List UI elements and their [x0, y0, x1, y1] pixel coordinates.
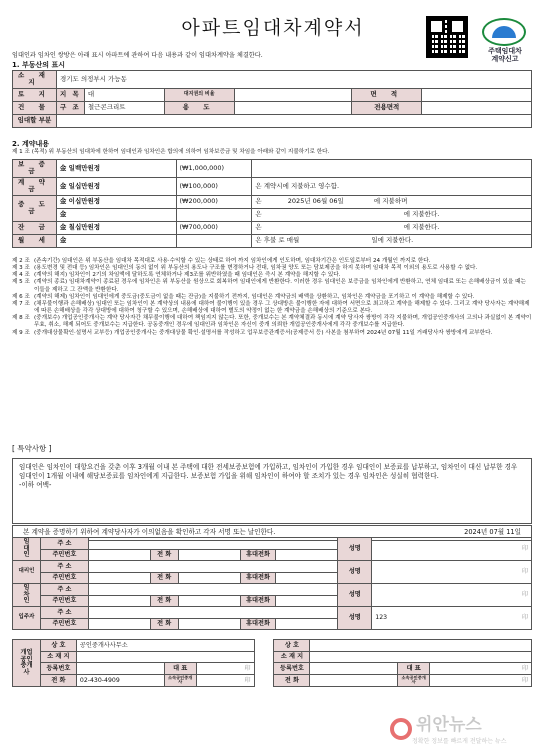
resident-name-value: 123 [375, 614, 388, 622]
lessor-agent-phone-value [178, 572, 240, 584]
broker2-tel-value [310, 674, 398, 687]
lease-contract-document [8, 6, 535, 750]
lessee-rrn-label: 주민번호 [40, 595, 88, 607]
exclusive-area-value [422, 101, 532, 114]
clause-text: (계약의 해제) 임차인이 임대인에게 중도금(중도금이 없을 때는 잔금)을 지불하기 전까지, 임대인은 계약금의 배액을 상환하고, 임차인은 계약금을 포기하고 이 계약을 해제할 수 있다. [34, 293, 475, 300]
monthly-rent-words: 金 [56, 234, 176, 247]
clause-6 [12, 294, 532, 301]
broker2-seal: 印 [430, 663, 532, 675]
lessee-name-label: 성명 [338, 584, 372, 607]
lessor-address-label: 주 소 [40, 538, 88, 550]
lessor-label: 임 대 인 [13, 538, 41, 561]
watermark-subtitle: 정확한 정보를 빠르게 전달하는 뉴스 [412, 738, 507, 745]
monthly-rent-amount [176, 234, 252, 247]
housing-report-badge: 주택임대차 계약신고 [488, 47, 522, 63]
resident-mobile-label: 휴대전화 [240, 618, 276, 630]
deposit-words: 金 일백만원정 [56, 160, 176, 178]
resident-name-cell [372, 607, 532, 630]
down-payment-words: 金 일십만원정 [56, 177, 176, 195]
deposit-amount: (₩1,000,000) [176, 160, 252, 178]
interim2-amount [176, 208, 252, 221]
clause-text: (중개보수) 개업공인중개사는 계약 당사자간 채무불이행에 대하여 책임지지 않는다. 또한, 중개보수는 본 계약체결과 동시에 계약 당사자 쌍방이 각각 지불하며, 개업공인중개사의 고의나 과실없이 본 계약이 무효, 취소, 해제 되어도 중개보수는 지급한다. 공동중개인 경우에 임대인과 임차인은 자신이 중개 의뢰한 개업공인중개사에게 각각 중개보수를 지급한다. [34, 315, 532, 329]
jimok-label: 지 목 [56, 88, 84, 101]
lessee-phone-value [178, 595, 240, 607]
resident-address-value [88, 607, 337, 619]
location-value: 경기도 의정부시 가능동 [56, 71, 531, 89]
interim-tail: 에 지불하며 [373, 197, 408, 206]
broker1-assoc-label: 소속공인중개사 [164, 674, 196, 687]
lessor-address-value [88, 538, 337, 550]
broker1-assoc-seal: 印 [196, 674, 254, 687]
usage-label: 용 도 [164, 101, 234, 114]
resident-label: 입주자 [13, 607, 41, 630]
broker2-assoc-seal: 印 [430, 674, 532, 687]
lessor-agent-seal: 印 [372, 561, 532, 584]
lessor-agent-rrn-value [88, 572, 150, 584]
clause-text: (계약의 해지) 임차인이 2기의 차임액에 달하도록 연체하거나 제3조를 위반하였을 때 임대인은 즉시 본 계약을 해지할 수 있다. [34, 272, 341, 279]
clause-number: 제 8 조 [12, 315, 30, 322]
interim2-note [252, 208, 532, 221]
lessor-agent-name-label: 성명 [338, 561, 372, 584]
qr-code-icon [426, 16, 468, 58]
lessor-agent-address-label: 주 소 [40, 561, 88, 573]
clause-number: 제 7 조 [12, 300, 30, 307]
resident-phone-label: 전 화 [150, 618, 178, 630]
lessee-phone-label: 전 화 [150, 595, 178, 607]
lessor-agent-mobile-value [276, 572, 338, 584]
interim2-note-prefix: 은 [255, 210, 262, 219]
broker2-tel-label: 전 화 [274, 674, 310, 687]
lessor-phone-value [178, 549, 240, 561]
clause-8 [12, 315, 532, 329]
lessee-rrn-value [88, 595, 150, 607]
interim2-words: 金 [56, 208, 176, 221]
clause-number: 제 2 조 [12, 258, 30, 264]
certify-date: 2024년 07월 11일 [464, 528, 521, 536]
property-table [12, 70, 532, 128]
broker2-office-label: 상 호 [274, 640, 310, 652]
land-right-ratio-label: 대지권의 비율 [164, 88, 234, 101]
resident-mobile-value [276, 618, 338, 630]
balance-label: 잔 금 [13, 221, 57, 234]
payment-table [12, 159, 532, 248]
lessee-label: 임 차 인 [13, 584, 41, 607]
lessee-seal: 印 [372, 584, 532, 607]
lease-part-label: 임대할 부분 [13, 114, 57, 127]
clause-9 [12, 330, 532, 337]
area-label: 면 적 [352, 88, 422, 101]
land-right-ratio-value [234, 88, 352, 101]
interim2-tail: 에 지불한다. [403, 210, 440, 219]
intro-text: 임대인과 임차인 쌍방은 아래 표시 아파트에 관하여 다음 내용과 같이 임대차계약을 체결한다. [12, 52, 263, 59]
lessor-agent-label: 대리인 [13, 561, 41, 584]
monthly-rent-label: 월 세 [13, 234, 57, 247]
lease-part-value [56, 114, 531, 127]
lessee-mobile-value [276, 595, 338, 607]
broker2-rep-label: 대 표 [398, 663, 430, 675]
clause-number: 제 4 조 [12, 272, 30, 279]
interim-date: 2025년 06월 06일 [287, 197, 344, 206]
clauses-list [12, 258, 532, 337]
broker1-location-value [76, 651, 254, 663]
resident-phone-value [178, 618, 240, 630]
lessor-phone-label: 전 화 [150, 549, 178, 561]
clause-7 [12, 301, 532, 315]
lessor-agent-address-value [88, 561, 337, 573]
monthly-rent-tail: 일에 지불한다. [371, 236, 414, 245]
clause-text: (계약의 종료) 임대차계약이 종료된 경우에 임차인은 위 부동산을 원상으로 회복하여 임대인에게 반환한다. 이러한 경우 임대인은 보증금을 임차인에게 반환하고, 연체 임대료 또는 손해배상금이 있을 때는 이들을 제하고 그 잔액을 반환한다. [34, 279, 526, 293]
interim-amount: (₩200,000) [176, 195, 252, 208]
jimok-value: 대 [84, 88, 164, 101]
special-terms-text: 임대인은 임차인이 대항요건을 갖춘 이후 3개월 이내 본 주택에 대한 전세보증보험에 가입하고, 임차인이 가입한 경우 임대인이 보증료를 납부하고, 임차인이 대신 납부한 경우 임대인이 1개월 이내에 해당보증료를 임차인에게 지급한다. 보증보험 가입을 위해 임차인이 하여야 할 조치가 있는 경우 임차인은 성실히 협력한다. -이하 여백- [12, 458, 532, 524]
broker-label: 개업 공인 중개 사 [13, 640, 41, 687]
monthly-rent-note-prefix: 은 후불 로 매월 [255, 236, 300, 245]
broker2-location-value [310, 651, 532, 663]
section1-heading: 1. 부동산의 표시 [12, 61, 65, 69]
clause-number: 제 6 조 [12, 293, 30, 300]
clause-number: 제 3 조 [12, 265, 30, 272]
resident-seal: 印 [521, 614, 528, 622]
broker1-reg-label: 등록번호 [40, 663, 76, 675]
deposit-note [252, 160, 532, 178]
clause-text: (존속기간) 임대인은 위 부동산을 임대차 목적대로 사용·수익할 수 있는 상태로 하여 까지 임차인에게 인도하며, 임대차기간은 인도일로부터 24 개월인 까지로 한다. [34, 258, 431, 264]
special-terms-heading: [ 특약사항 ] [12, 444, 52, 453]
interim-note-prefix: 은 [255, 197, 262, 206]
watermark-logo-icon [390, 718, 412, 740]
lessor-mobile-label: 휴대전화 [240, 549, 276, 561]
interim-note [252, 195, 532, 208]
lessor-name-label: 성명 [338, 538, 372, 561]
structure-label: 구 조 [56, 101, 84, 114]
building-label: 건 물 [13, 101, 57, 114]
resident-name-label: 성명 [338, 607, 372, 630]
broker1-tel-label: 전 화 [40, 674, 76, 687]
broker1-location-label: 소 재 지 [40, 651, 76, 663]
down-payment-note: 은 계약시에 지불하고 영수함. [252, 177, 532, 195]
lessor-agent-rrn-label: 주민번호 [40, 572, 88, 584]
broker-table [12, 639, 532, 687]
broker1-seal: 印 [196, 663, 254, 675]
broker2-reg-value [310, 663, 398, 675]
broker1-rep-label: 대 표 [164, 663, 196, 675]
lessor-rrn-value [88, 549, 150, 561]
resident-rrn-value [88, 618, 150, 630]
interim-words: 金 이십만원정 [56, 195, 176, 208]
lessor-agent-mobile-label: 휴대전화 [240, 572, 276, 584]
broker2-office-value [310, 640, 532, 652]
broker1-tel-value: 02-430-4909 [76, 674, 164, 687]
clause-number: 제 9 조 [12, 329, 30, 336]
article1-text: 제 1 조 (목적) 위 부동산의 임대차에 한하여 임대인과 임차인은 합의에 의하여 임차보증금 및 차임을 아래와 같이 지불하기로 한다. [12, 149, 330, 155]
exclusive-area-label: 전용면적 [352, 101, 422, 114]
resident-rrn-label: 주민번호 [40, 618, 88, 630]
broker2-location-label: 소 재 지 [274, 651, 310, 663]
lessor-mobile-value [276, 549, 338, 561]
lessor-rrn-label: 주민번호 [40, 549, 88, 561]
resident-address-label: 주 소 [40, 607, 88, 619]
monthly-rent-note [252, 234, 532, 247]
watermark-text: 위안뉴스 [416, 715, 482, 735]
document-title: 아파트임대차계약서 [181, 17, 365, 39]
lessee-address-label: 주 소 [40, 584, 88, 596]
lessee-mobile-label: 휴대전화 [240, 595, 276, 607]
interim-label: 중 도 금 [13, 195, 57, 221]
lessee-address-value [88, 584, 337, 596]
certify-text: 본 계약을 증명하기 위하여 계약당사자가 이의없음을 확인하고 각자 서명 또는 날인한다. [23, 528, 276, 536]
broker1-office-value: 공인중개사사무소 [76, 640, 254, 652]
clause-number: 제 5 조 [12, 279, 30, 286]
lessor-agent-phone-label: 전 화 [150, 572, 178, 584]
section2-heading: 2. 계약내용 [12, 140, 50, 148]
location-label: 소 재 지 [13, 71, 57, 89]
land-label: 토 지 [13, 88, 57, 101]
broker2-reg-label: 등록번호 [274, 663, 310, 675]
clause-text: (중개대상물확인·설명서 교부등) 개업공인중개사는 중개대상물 확인·설명서를 작성하고 업무보증관계증서(공제증서 등) 사본을 첨부하여 2024년 07월 11일 거래당사자 쌍방에게 교부한다. [34, 329, 493, 336]
area-value [422, 88, 532, 101]
balance-amount: (₩700,000) [176, 221, 252, 234]
clause-5 [12, 279, 532, 293]
lessor-seal: 印 [372, 538, 532, 561]
clause-text: (채무불이행과 손해배상) 임대인 또는 임차인이 본 계약상의 내용에 대하여 불이행이 있을 경우 그 상대방은 불이행한 자에 대하여 서면으로 최고하고 계약을 해제할 수 있다. 그리고 계약 당사자는 계약해제에 따른 손해배상을 각각 상대방에 대하여 청구할 수 있으며, 손해배상에 대하여 별도의 약정이 없는 한 계약금을 손해배상의 기준으로 본다. [34, 300, 530, 315]
deposit-label: 보 증 금 [13, 160, 57, 178]
usage-value [234, 101, 352, 114]
broker1-reg-value [76, 663, 164, 675]
balance-note-prefix: 은 [255, 223, 262, 232]
signature-table [12, 537, 532, 630]
structure-value: 철근콘크리트 [84, 101, 164, 114]
balance-words: 金 칠십만원정 [56, 221, 176, 234]
broker1-office-label: 상 호 [40, 640, 76, 652]
down-payment-label: 계 약 금 [13, 177, 57, 195]
broker2-assoc-label: 소속공인중개사 [398, 674, 430, 687]
balance-tail: 에 지불한다. [403, 223, 440, 232]
broker-divider [254, 640, 274, 687]
clause-text: (용도변경 및 전대 등) 임차인은 임대인의 동의 없이 위 부동산의 용도나 구조를 변경하거나 전대, 임차권 양도 또는 담보제공을 하지 못하며 임대차 목적 이외의 용도로 사용할 수 없다. [34, 265, 478, 272]
down-payment-amount: (₩100,000) [176, 177, 252, 195]
balance-note [252, 221, 532, 234]
housing-report-logo-icon [482, 18, 526, 46]
